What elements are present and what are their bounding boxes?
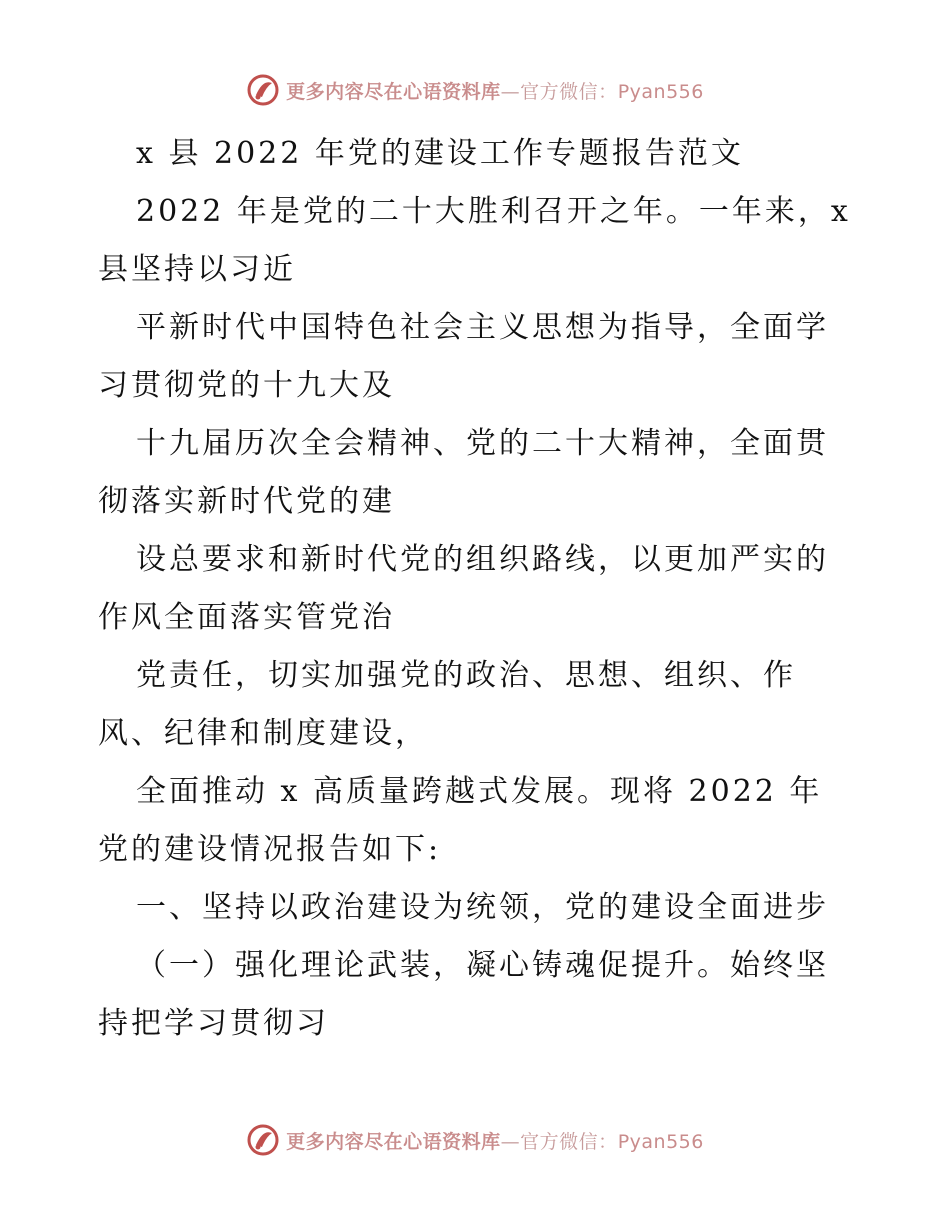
- paragraph-6: [98, 763, 858, 879]
- paragraph-line: 作风全面落实管党治: [98, 600, 395, 635]
- title-text: x 县 2022 年党的建设工作专题报告范文: [136, 136, 744, 171]
- watermark-brand: 更多内容尽在心语资料库: [286, 1130, 501, 1153]
- paragraph-line: 全面推动 x 高质量跨越式发展。现将 2022 年: [136, 774, 823, 809]
- watermark-text: [286, 77, 704, 104]
- paragraph-line: 县坚持以习近: [98, 252, 296, 287]
- brand-logo-icon: [246, 73, 280, 107]
- watermark-separator: —: [500, 1130, 521, 1153]
- watermark-handle: Pyan556: [617, 80, 704, 103]
- heading-text: 一、坚持以政治建设为统领，党的建设全面进步: [136, 890, 829, 925]
- paragraph-line: 十九届历次全会精神、党的二十大精神，全面贯: [136, 426, 829, 461]
- paragraph-line: 平新时代中国特色社会主义思想为指导，全面学: [136, 310, 829, 345]
- paragraph-line: （一）强化理论武装，凝心铸魂促提升。始终坚: [136, 948, 829, 983]
- watermark-handle: Pyan556: [617, 1130, 704, 1153]
- section-heading-1: [98, 879, 858, 937]
- watermark-text: [286, 1127, 704, 1154]
- footer-watermark: [0, 1120, 950, 1160]
- paragraph-4: [98, 531, 858, 647]
- paragraph-1: [98, 183, 858, 299]
- paragraph-2: [98, 299, 858, 415]
- watermark-brand: 更多内容尽在心语资料库: [286, 80, 501, 103]
- paragraph-5: [98, 647, 858, 763]
- document-body: [98, 125, 858, 1053]
- paragraph-3: [98, 415, 858, 531]
- paragraph-line: 彻落实新时代党的建: [98, 484, 395, 519]
- watermark-label: 官方微信：: [520, 80, 618, 103]
- paragraph-line: 党的建设情况报告如下:: [98, 832, 442, 867]
- paragraph-line: 2022 年是党的二十大胜利召开之年。一年来，x: [136, 194, 851, 229]
- paragraph-line: 设总要求和新时代党的组织路线，以更加严实的: [136, 542, 829, 577]
- paragraph-8: [98, 937, 858, 1053]
- paragraph-line: 党责任，切实加强党的政治、思想、组织、作: [136, 658, 796, 693]
- watermark-label: 官方微信：: [520, 1130, 618, 1153]
- paragraph-line: 持把学习贯彻习: [98, 1006, 329, 1041]
- document-title: [98, 125, 858, 183]
- brand-logo-icon: [246, 1123, 280, 1157]
- paragraph-line: 风、纪律和制度建设，: [98, 716, 428, 751]
- header-watermark: [0, 70, 950, 110]
- watermark-separator: —: [500, 80, 521, 103]
- paragraph-line: 习贯彻党的十九大及: [98, 368, 395, 403]
